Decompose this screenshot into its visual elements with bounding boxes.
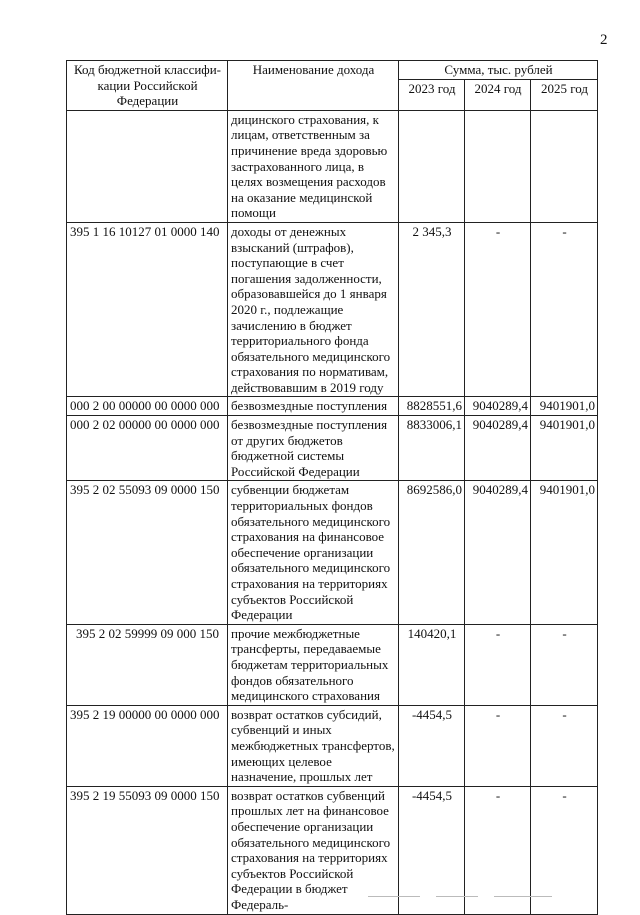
row-2025: 9401901,0 (531, 416, 598, 481)
row-code (67, 110, 228, 222)
row-name: доходы от денежных взысканий (штрафов), поступающие в счет погашения задолженности, образовавшейся до 1 января 2020 г., подлежащие зачислению в бюджет территориального фонда обязательного медицинского страхования по нормативам, действовавшим в 2019 году (228, 222, 399, 397)
row-2023: 8828551,6 (399, 397, 465, 416)
row-code: 395 2 02 59999 09 000 150 (67, 624, 228, 705)
row-2025: - (531, 705, 598, 786)
table-row (67, 222, 598, 397)
row-2023: 8692586,0 (399, 481, 465, 624)
table-row (67, 624, 598, 705)
row-2024 (465, 110, 531, 222)
row-2025: 9401901,0 (531, 481, 598, 624)
table-row (67, 481, 598, 624)
row-name: возврат остатков субсидий, субвенций и иных межбюджетных трансфертов, имеющих целевое назначение, прошлых лет (228, 705, 399, 786)
row-2025: - (531, 786, 598, 914)
row-code: 000 2 02 00000 00 0000 000 (67, 416, 228, 481)
row-code: 395 2 19 00000 00 0000 000 (67, 705, 228, 786)
table-row (67, 110, 598, 222)
table-row (67, 397, 598, 416)
row-2024: 9040289,4 (465, 397, 531, 416)
row-2023 (399, 110, 465, 222)
table-row (67, 416, 598, 481)
header-year-2024: 2024 год (465, 79, 531, 110)
row-2024: - (465, 705, 531, 786)
header-sum: Сумма, тыс. рублей (399, 61, 598, 80)
row-2024: 9040289,4 (465, 481, 531, 624)
revenue-table (66, 60, 598, 915)
row-name: безвозмездные поступления от других бюджетов бюджетной системы Российской Федерации (228, 416, 399, 481)
row-name: субвенции бюджетам территориальных фондов обязательного медицинского страхования на финансовое обеспечение организации обязательного медицинского страхования на территориях субъектов Российской Федерации (228, 481, 399, 624)
row-name: безвозмездные поступления (228, 397, 399, 416)
header-year-2025: 2025 год (531, 79, 598, 110)
row-2023: -4454,5 (399, 705, 465, 786)
row-2024: 9040289,4 (465, 416, 531, 481)
scan-artifact-line (494, 896, 552, 897)
row-2024: - (465, 786, 531, 914)
row-2023: 140420,1 (399, 624, 465, 705)
row-2024: - (465, 222, 531, 397)
row-2023: 2 345,3 (399, 222, 465, 397)
scan-artifact-line (368, 896, 420, 897)
page-number: 2 (600, 32, 608, 48)
row-name: дицинского страхования, к лицам, ответственным за причинение вреда здоровью застрахованного лица, в целях возмещения расходов на оказание медицинской помощи (228, 110, 399, 222)
row-code: 395 2 02 55093 09 0000 150 (67, 481, 228, 624)
row-code: 000 2 00 00000 00 0000 000 (67, 397, 228, 416)
header-year-2023: 2023 год (399, 79, 465, 110)
row-name: возврат остатков субвенций прошлых лет на финансовое обеспечение организации обязательного медицинского страхования на территориях субъектов Российской Федерации в бюджет Федераль- (228, 786, 399, 914)
row-2025: - (531, 222, 598, 397)
header-name: Наименование дохода (228, 61, 399, 111)
row-name: прочие межбюджетные трансферты, передаваемые бюджетам территориальных фондов обязательного медицинского страхования (228, 624, 399, 705)
row-code: 395 2 19 55093 09 0000 150 (67, 786, 228, 914)
row-2025 (531, 110, 598, 222)
table-row (67, 705, 598, 786)
scan-artifact-line (436, 896, 478, 897)
row-code: 395 1 16 10127 01 0000 140 (67, 222, 228, 397)
row-2025: 9401901,0 (531, 397, 598, 416)
header-code: Код бюджетной классифи-кации Российской Федерации (67, 61, 228, 111)
row-2023: -4454,5 (399, 786, 465, 914)
row-2025: - (531, 624, 598, 705)
row-2023: 8833006,1 (399, 416, 465, 481)
row-2024: - (465, 624, 531, 705)
